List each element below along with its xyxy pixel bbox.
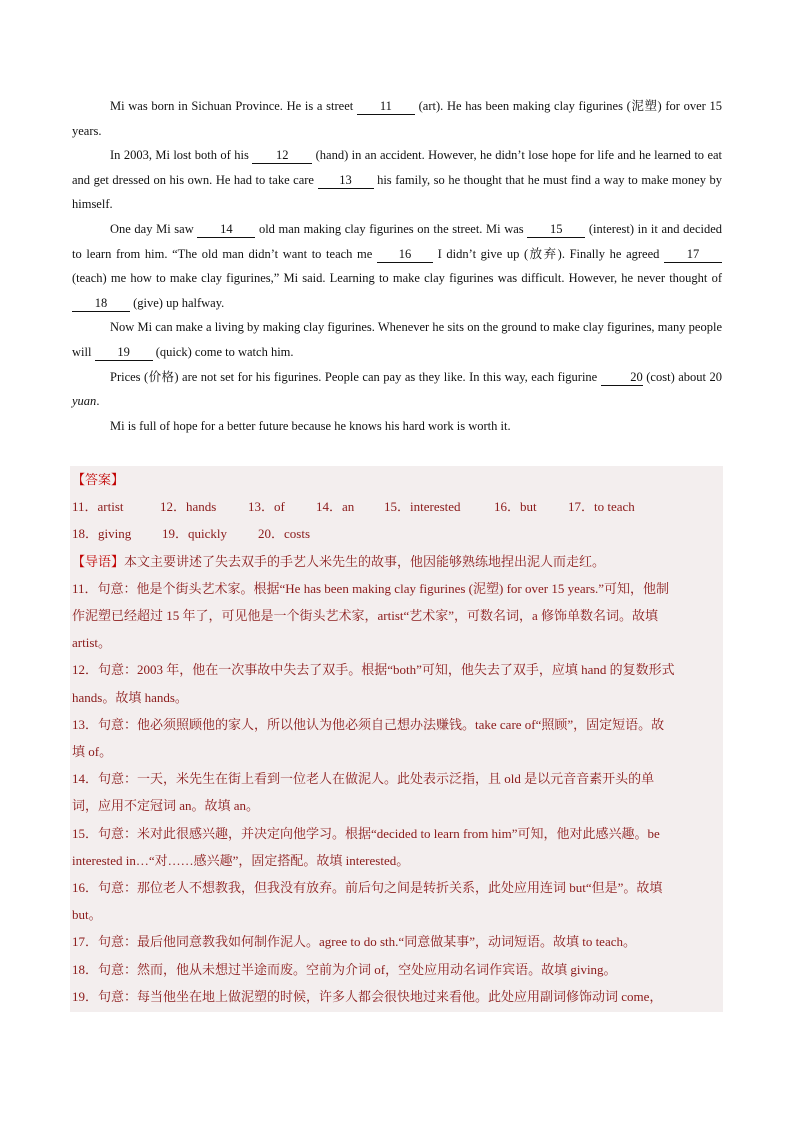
guide-heading: 【导语】 (72, 553, 125, 569)
explanation-line: 16．句意：那位老人不想教我，但我没有放弃。前后句之间是转折关系，此处应用连词 but“但是”。故填 (72, 880, 663, 896)
guide-line (70, 548, 723, 575)
blank-11: 11 (357, 99, 415, 115)
text: (cost) about 20 (646, 369, 723, 384)
answer-heading: 【答案】 (72, 472, 125, 487)
paragraph-1 (72, 94, 722, 143)
explanation-line: interested in…“对……感兴趣”，固定搭配。故填 interested。 (72, 852, 410, 868)
text: Mi was born in Sichuan Province. He is a street (110, 99, 354, 113)
answer-item: 16．but (494, 499, 537, 515)
explanation-line: 13．句意：他必须照顾他的家人，所以他认为他必须自己想办法赚钱。take care of“照顾”，固定短语。故 (72, 716, 665, 732)
text: (give) up halfway. (133, 295, 225, 310)
text: (quick) come to watch him. (155, 344, 294, 359)
guide-text: 本文主要讲述了失去双手的手艺人米先生的故事，他因能够熟练地捏出泥人而走红。 (124, 553, 606, 569)
text: One day Mi saw (110, 221, 194, 236)
paragraph-3 (72, 217, 722, 315)
explanation-line: 19．句意：每当他坐在地上做泥塑的时候，许多人都会很快地过来看他。此处应用副词修饰动词 come， (72, 988, 663, 1004)
text: (hand) in an accident. However, he didn’t lose hope for life and he learned to eat and get dressed on his own. He had to take care (72, 148, 723, 187)
answer-item: 18．giving (72, 526, 132, 542)
text: In 2003, Mi lost both of his (110, 148, 249, 163)
paragraph-6: Mi is full of hope for a better future because he knows his hard work is worth it. (110, 418, 511, 433)
explanation-line: 12．句意：2003 年，他在一次事故中失去了双手。根据“both”可知，他失去了双手，应填 hand 的复数形式 (72, 662, 675, 678)
answer-item: 14．an (316, 499, 355, 515)
answer-item: 13．of (248, 499, 285, 515)
answer-section (70, 466, 723, 1012)
explanation-line: 作泥塑已经超过 15 年了，可见他是一个街头艺术家，artist“艺术家”，可数名词，a 修饰单数名词。故填 (72, 608, 659, 624)
blank-20: 20 (601, 370, 643, 386)
paragraph-4 (72, 315, 722, 364)
answer-item: 17．to teach (568, 499, 635, 515)
text: Prices (价格) are not set for his figurines. People can pay as they like. In this way, each figurine (110, 369, 598, 384)
answer-item: 11．artist (72, 499, 124, 515)
explanation-line: 17．句意：最后他同意教我如何制作泥人。agree to do sth.“同意做某事”，动词短语。故填 to teach。 (72, 934, 636, 950)
explanation-line: artist。 (72, 635, 111, 651)
answer-item: 12．hands (160, 499, 217, 515)
text: I didn’t give up (放弃). Finally he agreed (437, 246, 660, 261)
text: . (96, 394, 100, 409)
blank-16: 16 (377, 247, 433, 263)
reading-passage (72, 94, 722, 438)
text: his family, so he thought that he must find a way to make money by himself. (72, 172, 722, 212)
paragraph-5 (72, 365, 722, 414)
answer-item: 15．interested (384, 499, 461, 515)
text-italic: yuan (72, 394, 97, 409)
blank-12: 12 (252, 148, 312, 164)
blank-13: 13 (318, 173, 374, 189)
text: (art). He has been making clay figurines (泥塑) for over 15 years. (72, 99, 723, 138)
explanation-line: 15．句意：米对此很感兴趣，并决定向他学习。根据“decided to learn from him”可知，他对此感兴趣。be (72, 825, 660, 841)
blank-18: 18 (72, 296, 130, 312)
text: (interest) in it and decided to learn from him. “The old man didn’t want to teach me (72, 221, 723, 261)
answer-item: 19．quickly (162, 526, 227, 542)
blank-19: 19 (95, 345, 153, 361)
answer-item: 20．costs (258, 526, 311, 542)
answer-row-2 (70, 520, 723, 547)
blank-15: 15 (527, 222, 585, 238)
text: old man making clay figurines on the street. Mi was (258, 221, 524, 236)
blank-17: 17 (664, 247, 722, 263)
explanation-line: but。 (72, 907, 102, 923)
text: Now Mi can make a living by making clay figurines. Whenever he sits on the ground to make clay figurines, many people will (72, 320, 722, 359)
paragraph-2 (72, 143, 722, 217)
explanation-line: 11．句意：他是个街头艺术家。根据“He has been making clay figurines (泥塑) for over 15 years.”可知，他制 (72, 580, 670, 596)
explanation-line: 词，应用不定冠词 an。故填 an。 (72, 798, 260, 814)
explanation-line: 填 of。 (72, 744, 113, 760)
answer-row-1 (70, 493, 723, 520)
explanation-line: 18．句意：然而，他从未想过半途而废。空前为介词 of，空处应用动名词作宾语。故填 giving。 (72, 961, 617, 977)
blank-14: 14 (197, 222, 255, 238)
explanation-line: hands。故填 hands。 (72, 689, 188, 705)
explanation-line: 14．句意：一天，米先生在街上看到一位老人在做泥人。此处表示泛指，且 old 是以元音音素开头的单 (72, 771, 655, 787)
text: (teach) me how to make clay figurines,” Mi said. Learning to make clay figurines was difficult. However, he never thought of (72, 271, 722, 286)
